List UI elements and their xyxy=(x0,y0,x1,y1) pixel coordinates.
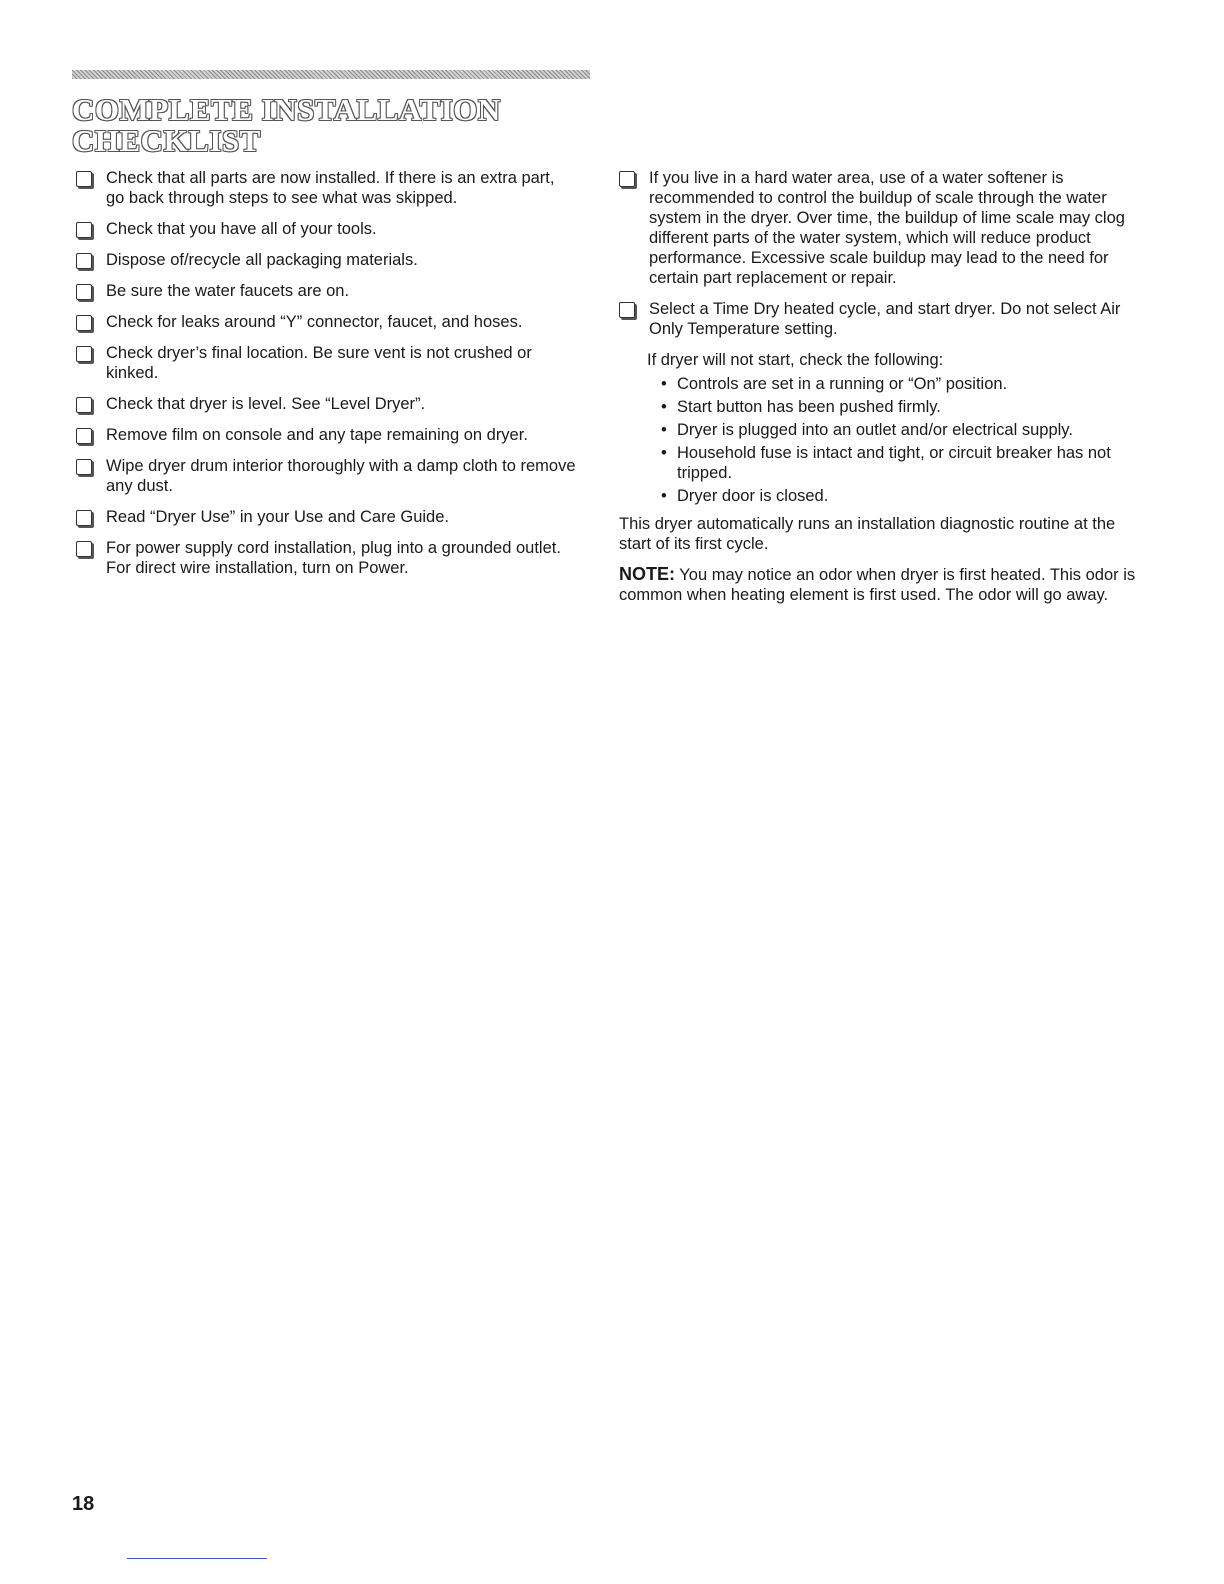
note-paragraph xyxy=(619,564,1149,605)
page-title-line-1: COMPLETE INSTALLATION xyxy=(72,92,501,127)
checklist-item xyxy=(76,507,576,527)
checklist-item xyxy=(76,456,576,496)
list-item: • Controls are set in a running or “On” position. xyxy=(661,374,1149,394)
checklist-item xyxy=(76,394,576,414)
checklist-item-text: Check for leaks around “Y” connector, faucet, and hoses. xyxy=(106,313,523,331)
checklist-item-text: Be sure the water faucets are on. xyxy=(106,282,350,300)
diagnostic-paragraph: This dryer automatically runs an installation diagnostic routine at the start of its first cycle. xyxy=(619,515,1116,553)
checklist-item-text: If you live in a hard water area, use of a water softener is recommended to control the buildup of scale through the water system in the dryer. Over time, the buildup of lime scale may clog different parts of the water system, which will reduce product performance. Excessive scale buildup may lead to the need for certain part replacement or repair. xyxy=(649,169,1125,287)
page-title-line-2: CHECKLIST xyxy=(72,123,261,158)
checkbox-icon[interactable] xyxy=(76,222,92,238)
checklist-item xyxy=(76,168,576,208)
checkbox-icon[interactable] xyxy=(76,253,92,269)
checklist-item-text: Check that you have all of your tools. xyxy=(106,220,377,238)
checkbox-icon[interactable] xyxy=(619,171,635,187)
checklist-left-column xyxy=(76,168,576,589)
list-item: • Dryer door is closed. xyxy=(661,486,1149,506)
checklist-item xyxy=(76,312,576,332)
checklist-item-text: Read “Dryer Use” in your Use and Care Guide. xyxy=(106,508,449,526)
checkbox-icon[interactable] xyxy=(76,510,92,526)
checklist-item xyxy=(619,299,1149,339)
checkbox-icon[interactable] xyxy=(76,346,92,362)
troubleshoot-list xyxy=(619,374,1149,506)
checkbox-icon[interactable] xyxy=(76,541,92,557)
checklist-item xyxy=(76,343,576,383)
checklist-item xyxy=(76,538,576,578)
list-item: • Start button has been pushed firmly. xyxy=(661,397,1149,417)
checkbox-icon[interactable] xyxy=(76,459,92,475)
note-text: You may notice an odor when dryer is first heated. This odor is common when heating element is first used. The odor will go away. xyxy=(619,566,1136,604)
header-rule xyxy=(72,70,590,79)
note-label: NOTE: xyxy=(619,564,675,584)
checklist-item xyxy=(76,281,576,301)
page-title xyxy=(72,94,501,156)
list-item: • Household fuse is intact and tight, or circuit breaker has not tripped. xyxy=(661,443,1149,483)
checklist-item-text: Dispose of/recycle all packaging materials. xyxy=(106,251,418,269)
checkbox-icon[interactable] xyxy=(76,428,92,444)
page-number: 18 xyxy=(72,1493,95,1515)
checkbox-icon[interactable] xyxy=(619,302,635,318)
checklist-item-text: Select a Time Dry heated cycle, and start dryer. Do not select Air Only Temperature setting. xyxy=(649,300,1121,338)
footer-link-rule xyxy=(127,1558,267,1559)
checklist-item-text: Check that all parts are now installed. If there is an extra part, go back through steps to see what was skipped. xyxy=(106,169,555,207)
checklist-right-column xyxy=(619,168,1149,615)
checklist-item xyxy=(76,425,576,445)
checklist-item xyxy=(76,250,576,270)
checklist-item xyxy=(619,168,1149,288)
checkbox-icon[interactable] xyxy=(76,171,92,187)
list-item: • Dryer is plugged into an outlet and/or electrical supply. xyxy=(661,420,1149,440)
checklist-item-text: Wipe dryer drum interior thoroughly with a damp cloth to remove any dust. xyxy=(106,457,576,495)
checkbox-icon[interactable] xyxy=(76,284,92,300)
checklist-item xyxy=(76,219,576,239)
checkbox-icon[interactable] xyxy=(76,315,92,331)
checklist-item-text: Check that dryer is level. See “Level Dryer”. xyxy=(106,395,426,413)
troubleshoot-intro: If dryer will not start, check the following: xyxy=(647,351,944,369)
checklist-item-text: Remove film on console and any tape remaining on dryer. xyxy=(106,426,528,444)
checkbox-icon[interactable] xyxy=(76,397,92,413)
checklist-item-text: For power supply cord installation, plug into a grounded outlet. For direct wire installation, turn on Power. xyxy=(106,539,561,577)
checklist-item-text: Check dryer’s final location. Be sure vent is not crushed or kinked. xyxy=(106,344,532,382)
